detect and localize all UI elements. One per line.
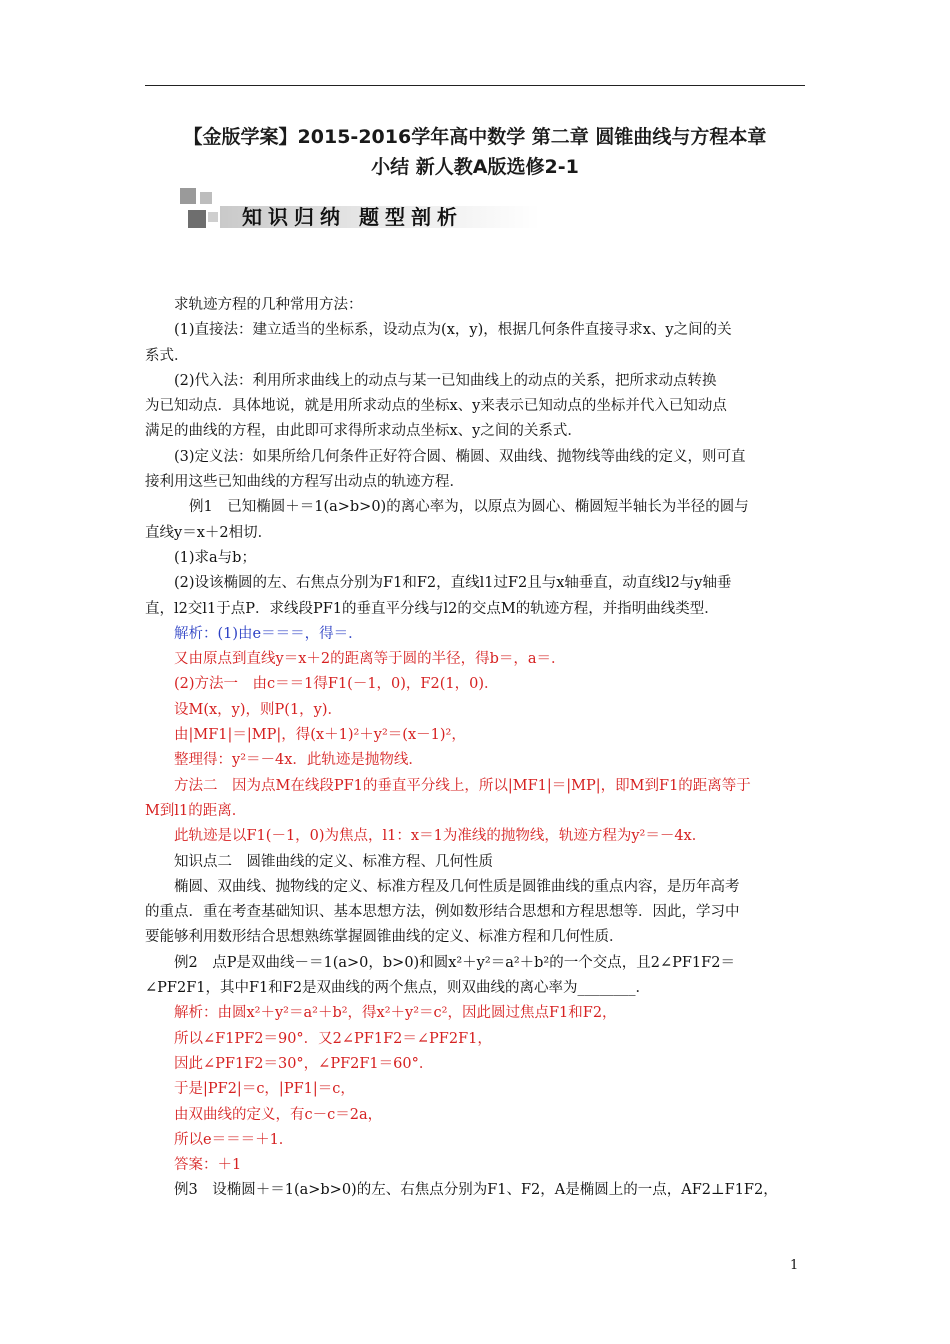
text-line: 设M(x，y)，则P(1，y)． xyxy=(174,701,343,718)
section-banner xyxy=(180,188,540,234)
document-title xyxy=(145,122,805,182)
text-line: M到l1的距离． xyxy=(145,802,247,819)
text-line: 的重点．重在考查基础知识、基本思想方法，例如数形结合思想和方程思想等．因此，学习中 xyxy=(145,904,740,921)
text-line: 解析：(1)由e＝＝＝，得＝． xyxy=(174,625,363,642)
document-body xyxy=(145,293,805,1204)
banner-square-icon xyxy=(180,188,196,204)
banner-square-icon xyxy=(200,192,212,204)
text-line: 因此∠PF1F2＝30°，∠PF2F1＝60°． xyxy=(174,1055,434,1072)
banner-text: 知识归纳 题型剖析 xyxy=(242,205,463,229)
text-line: 由|MF1|＝|MP|，得(x＋1)²＋y²＝(x－1)²， xyxy=(174,727,466,744)
text-line: 于是|PF2|＝c，|PF1|＝c， xyxy=(174,1081,355,1098)
text-line: 要能够利用数形结合思想熟练掌握圆锥曲线的定义、标准方程和几何性质． xyxy=(145,929,624,946)
header-rule xyxy=(145,85,805,86)
text-line: 直线y＝x＋2相切． xyxy=(145,524,273,541)
text-line: 知识点二 圆锥曲线的定义、标准方程、几何性质 xyxy=(174,853,493,870)
page-number: 1 xyxy=(790,1258,799,1273)
title-line-2: 小结 新人教A版选修2-1 xyxy=(371,156,579,178)
text-line: 为已知动点．具体地说，就是用所求动点的坐标x、y来表示已知动点的坐标并代入已知动点 xyxy=(145,398,727,415)
text-line: (1)求a与b； xyxy=(174,549,256,566)
banner-square-icon xyxy=(188,210,206,228)
text-line: ∠PF2F1，其中F1和F2是双曲线的两个焦点，则双曲线的离心率为________． xyxy=(145,980,651,997)
text-line: (2)设该椭圆的左、右焦点分别为F1和F2，直线l1过F2且与x轴垂直，动直线l2与y轴垂 xyxy=(174,575,732,592)
text-line: 整理得：y²＝－4x．此轨迹是抛物线． xyxy=(174,752,423,769)
text-line: 又由原点到直线y＝x＋2的距离等于圆的半径，得b＝，a＝． xyxy=(174,651,566,668)
text-line: 椭圆、双曲线、抛物线的定义、标准方程及几何性质是圆锥曲线的重点内容，是历年高考 xyxy=(174,878,740,895)
text-line: 例1 已知椭圆＋＝1(a>b>0)的离心率为，以原点为圆心、椭圆短半轴长为半径的圆与 xyxy=(189,499,749,516)
text-line: (3)定义法：如果所给几何条件正好符合圆、椭圆、双曲线、抛物线等曲线的定义，则可直 xyxy=(174,448,746,465)
text-line: (2)方法一 由c＝＝1得F1(－1，0)，F2(1，0)． xyxy=(174,676,499,693)
text-line: 此轨迹是以F1(－1，0)为焦点，l1：x＝1为准线的抛物线，轨迹方程为y²＝－4x． xyxy=(174,828,707,845)
text-line: 所以e＝＝＝＋1． xyxy=(174,1131,294,1148)
text-line: 解析：由圆x²＋y²＝a²＋b²，得x²＋y²＝c²，因此圆过焦点F1和F2， xyxy=(174,1005,617,1022)
text-line: 例2 点P是双曲线－＝1(a>0，b>0)和圆x²＋y²＝a²＋b²的一个交点，且2∠PF1F2＝ xyxy=(174,954,735,971)
text-line: 系式． xyxy=(145,347,189,364)
text-line: 求轨迹方程的几种常用方法： xyxy=(174,297,363,313)
text-line: (2)代入法：利用所求曲线上的动点与某一已知曲线上的动点的关系，把所求动点转换 xyxy=(174,372,717,389)
text-line: 答案：＋1 xyxy=(174,1157,242,1174)
banner-square-icon xyxy=(208,212,218,222)
text-line: 直，l2交l1于点P．求线段PF1的垂直平分线与l2的交点M的轨迹方程，并指明曲线类型． xyxy=(145,600,719,617)
text-line: 满足的曲线的方程，由此即可求得所求动点坐标x、y之间的关系式． xyxy=(145,423,582,440)
text-line: 由双曲线的定义，有c－c＝2a， xyxy=(174,1106,383,1123)
text-line: 接利用这些已知曲线的方程写出动点的轨迹方程． xyxy=(145,474,464,491)
text-line: 方法二 因为点M在线段PF1的垂直平分线上，所以|MF1|＝|MP|，即M到F1的距离等于 xyxy=(174,777,751,794)
text-line: 例3 设椭圆＋＝1(a>b>0)的左、右焦点分别为F1、F2，A是椭圆上的一点，AF2⊥F1F2， xyxy=(174,1182,778,1199)
text-line: (1)直接法：建立适当的坐标系，设动点为(x，y)，根据几何条件直接寻求x、y之间的关 xyxy=(174,322,732,339)
title-line-1: 【金版学案】2015-2016学年高中数学 第二章 圆锥曲线与方程本章 xyxy=(183,126,767,148)
text-line: 所以∠F1PF2＝90°．又2∠PF1F2＝∠PF2F1， xyxy=(174,1030,492,1047)
